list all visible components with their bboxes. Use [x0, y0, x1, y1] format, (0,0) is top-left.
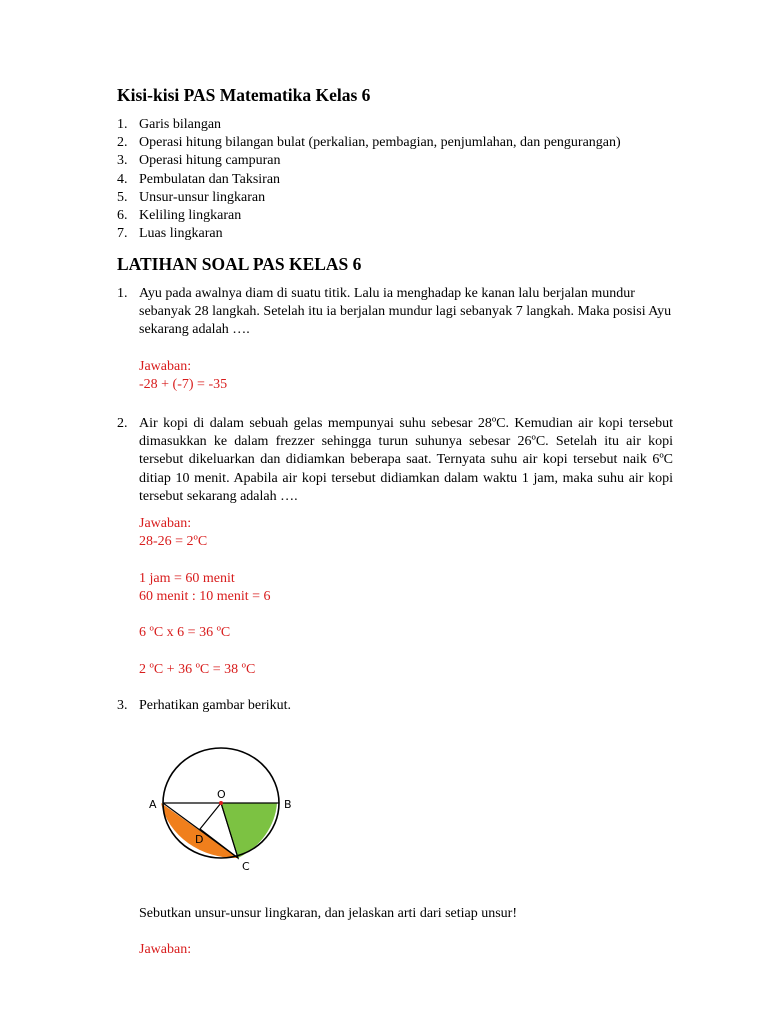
question-2	[117, 415, 673, 506]
question-text: Perhatikan gambar berikut.	[139, 698, 292, 713]
question-text: Air kopi di dalam sebuah gelas mempunyai suhu sebesar 28ºC. Kemudian air kopi tersebut dimasukkan ke dalam frezzer sehingga turun suhunya sebesar 26ºC. Setelah itu air kopi tersebut dikeluarkan dan didiamkan beberapa saat. Ternyata suhu air kopi tersebut naik 6ºC ditiap 10 menit. Apabila air kopi tersebut didiamkan dalam waktu 1 jam, maka suhu air kopi tersebut sekarang adalah ….	[139, 416, 673, 504]
answer-line	[139, 606, 271, 624]
question-number: 3.	[117, 698, 128, 713]
answer-line	[139, 551, 271, 569]
heading-latihan-soal: LATIHAN SOAL PAS KELAS 6	[117, 254, 362, 274]
question-1	[117, 285, 673, 340]
question-number: 1.	[117, 286, 128, 301]
question-3-prompt: Sebutkan unsur-unsur lingkaran, dan jelaskan arti dari setiap unsur!	[139, 906, 518, 921]
label-d: D	[195, 833, 204, 846]
answer-line: -28 + (-7) = -35	[139, 377, 228, 393]
label-c: C	[242, 860, 250, 873]
answer-label: Jawaban:	[139, 942, 192, 957]
answer-2	[139, 515, 271, 679]
question-number: 2.	[117, 416, 128, 431]
answer-line: 1 jam = 60 menit	[139, 570, 235, 586]
topic-item: 6. Keliling lingkaran	[117, 208, 242, 224]
circle-figure	[141, 728, 301, 878]
label-o: O	[217, 788, 226, 801]
answer-line: 2 ºC + 36 ºC = 38 ºC	[139, 661, 256, 677]
topic-item: 5. Unsur-unsur lingkaran	[117, 189, 266, 205]
answer-line	[139, 642, 271, 660]
topic-item: 7. Luas lingkaran	[117, 226, 223, 242]
label-b: B	[284, 798, 292, 811]
question-3	[117, 697, 673, 715]
answer-label: Jawaban:	[139, 359, 192, 374]
answer-1	[139, 358, 227, 394]
answer-line: 6 ºC x 6 = 36 ºC	[139, 625, 231, 641]
question-text: Ayu pada awalnya diam di suatu titik. Lalu ia menghadap ke kanan lalu berjalan mundur sebanyak 28 langkah. Setelah itu ia berjalan mundur lagi sebanyak 7 langkah. Maka posisi Ayu sekarang adalah ….	[139, 286, 672, 338]
topic-item: 4. Pembulatan dan Taksiran	[117, 171, 281, 187]
answer-line: 60 menit : 10 menit = 6	[139, 588, 271, 604]
center-point	[219, 801, 223, 805]
topic-item: 2. Operasi hitung bilangan bulat (perkalian, pembagian, penjumlahan, dan pengurangan)	[117, 135, 621, 151]
answer-label: Jawaban:	[139, 516, 192, 531]
answer-3	[139, 941, 191, 959]
label-a: A	[149, 798, 157, 811]
heading-kisi-kisi: Kisi-kisi PAS Matematika Kelas 6	[117, 85, 371, 105]
topic-item: 3. Operasi hitung campuran	[117, 153, 281, 169]
topic-list	[117, 116, 621, 243]
answer-line: 28-26 = 2ºC	[139, 534, 208, 550]
topic-item: 1. Garis bilangan	[117, 117, 222, 132]
